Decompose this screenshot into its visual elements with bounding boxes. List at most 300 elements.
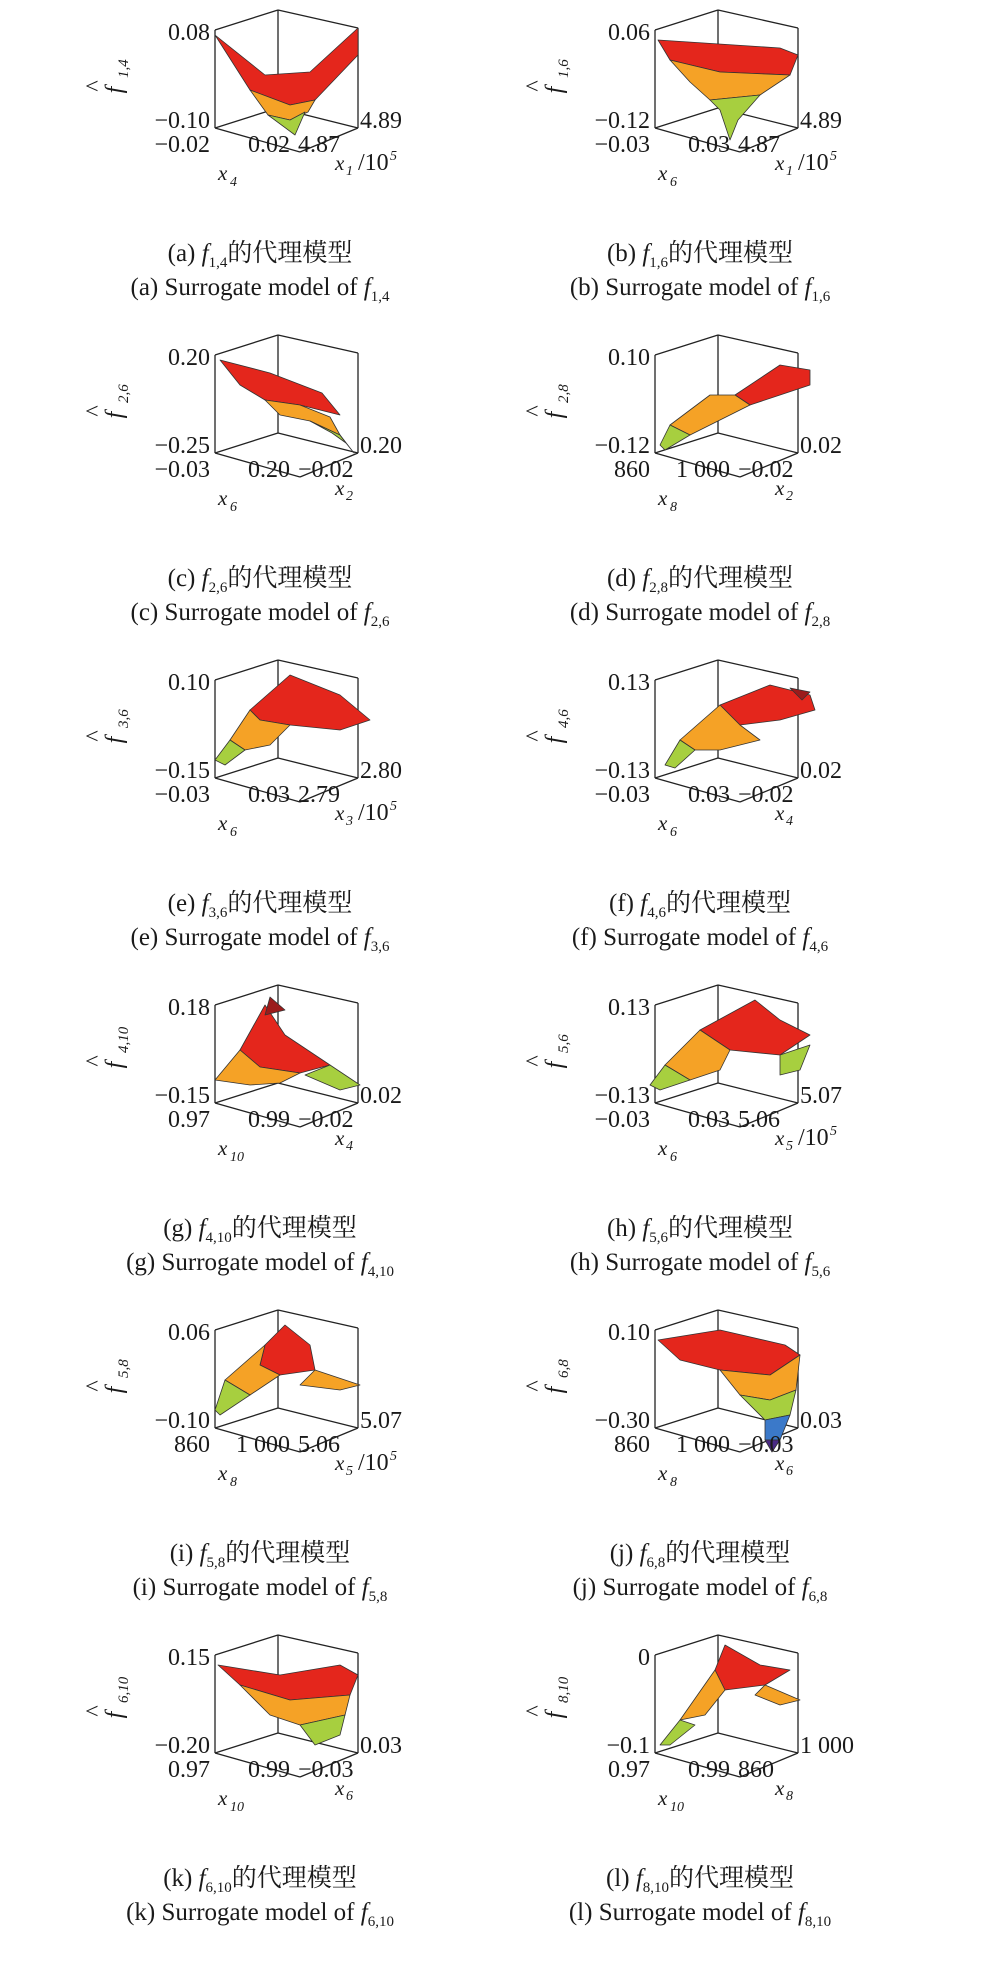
surface bbox=[215, 1325, 360, 1415]
caption-english bbox=[40, 1247, 480, 1288]
subfigure-a bbox=[40, 0, 540, 330]
surface-patch bbox=[658, 1330, 800, 1375]
z-max-tick: 0.10 bbox=[608, 345, 650, 371]
x2-max-tick: 0.03 bbox=[800, 1408, 842, 1434]
hat-mark: ^ bbox=[82, 1055, 108, 1067]
surrogate-plot-a bbox=[40, 0, 540, 240]
caption-fsub: 4,6 bbox=[647, 905, 666, 921]
z-max-tick: 0.06 bbox=[608, 20, 650, 46]
x1-max-tick: 1 000 bbox=[676, 457, 730, 483]
x1-label-sub: 10 bbox=[230, 1150, 244, 1165]
x2-max-tick: 0.02 bbox=[800, 433, 842, 459]
x2-max-tick: 5.07 bbox=[800, 1083, 842, 1109]
x1-max-tick: 0.03 bbox=[688, 1107, 730, 1133]
axis-line bbox=[718, 335, 798, 353]
surface bbox=[218, 1665, 358, 1745]
subfigure-l bbox=[480, 1625, 980, 1955]
x2-min-tick: −0.02 bbox=[738, 782, 794, 808]
x2-label-sub: 4 bbox=[346, 1139, 353, 1154]
caption-en-text: Surrogate model of bbox=[161, 1899, 355, 1926]
caption-fname: f bbox=[363, 274, 371, 301]
axis-line bbox=[215, 1733, 278, 1753]
caption-fsub: 6,10 bbox=[205, 1880, 232, 1896]
caption-cn-text: 的代理模型 bbox=[665, 1540, 791, 1567]
caption-fname: f bbox=[642, 1215, 650, 1242]
x1-max-tick: 0.99 bbox=[248, 1107, 290, 1133]
surrogate-plot-l bbox=[480, 1625, 980, 1865]
x1-max-tick: 0.03 bbox=[248, 782, 290, 808]
caption-label: (g) bbox=[163, 1215, 193, 1242]
caption-fsub: 3,6 bbox=[208, 905, 228, 921]
x2-max-tick: 0.03 bbox=[360, 1733, 402, 1759]
z-max-tick: 0.15 bbox=[168, 1645, 210, 1671]
surface-patch bbox=[715, 1645, 790, 1690]
axis-line bbox=[278, 10, 358, 28]
caption-english bbox=[480, 1897, 920, 1938]
caption-fname: f bbox=[198, 1865, 206, 1892]
subfigure-d bbox=[480, 325, 980, 655]
axis-line bbox=[655, 335, 718, 355]
axis-line bbox=[215, 1635, 278, 1655]
caption-fname: f bbox=[804, 274, 812, 301]
x2-label: x bbox=[775, 476, 785, 500]
x1-min-tick: −0.03 bbox=[594, 782, 650, 808]
caption-label: (b) bbox=[606, 240, 637, 267]
z-axis-label bbox=[82, 1676, 132, 1718]
x1-label-sub: 6 bbox=[670, 825, 677, 840]
caption-fsub: 4,10 bbox=[205, 1230, 232, 1246]
x1-min-tick: −0.02 bbox=[154, 132, 210, 158]
x1-min-tick: −0.03 bbox=[594, 1107, 650, 1133]
caption-label: (f) bbox=[571, 924, 597, 951]
z-min-tick: −0.1 bbox=[606, 1733, 650, 1759]
x2-label-sub: 2 bbox=[346, 489, 353, 504]
axis-line bbox=[278, 335, 358, 353]
x1-min-tick: 860 bbox=[614, 457, 650, 483]
x1-label-sub: 8 bbox=[230, 1475, 237, 1490]
z-min-tick: −0.10 bbox=[154, 108, 210, 134]
axis-line bbox=[278, 985, 358, 1003]
caption-english bbox=[40, 1897, 480, 1938]
caption-fname: f bbox=[363, 599, 371, 626]
x1-label: x bbox=[218, 1136, 228, 1160]
surface-patch bbox=[660, 1720, 695, 1745]
caption-fname: f bbox=[363, 924, 371, 951]
z-max-tick: 0.06 bbox=[168, 1320, 210, 1346]
caption-fsub: 5,6 bbox=[811, 1264, 831, 1280]
hat-mark: ^ bbox=[82, 1705, 108, 1717]
z-label-f: f bbox=[102, 1711, 128, 1719]
x2-max-tick: 4.89 bbox=[800, 108, 842, 134]
caption-label: (k) bbox=[163, 1865, 193, 1892]
x2-label: x bbox=[335, 1776, 345, 1800]
x1-max-tick: 0.20 bbox=[248, 457, 290, 483]
caption-fsub: 1,4 bbox=[370, 289, 390, 305]
x2-label-sub: 6 bbox=[346, 1789, 353, 1804]
caption-fname: f bbox=[640, 890, 648, 917]
z-label-f: f bbox=[542, 86, 568, 94]
x1-max-tick: 0.03 bbox=[688, 782, 730, 808]
caption-cn-text: 的代理模型 bbox=[668, 565, 794, 592]
x1-min-tick: −0.03 bbox=[594, 132, 650, 158]
axis-line bbox=[655, 758, 718, 778]
x1-label-sub: 6 bbox=[670, 175, 677, 190]
x1-min-tick: 0.97 bbox=[168, 1107, 210, 1133]
caption-en-text: Surrogate model of bbox=[603, 924, 797, 951]
z-min-tick: −0.15 bbox=[154, 758, 210, 784]
axis-line bbox=[655, 10, 718, 30]
z-max-tick: 0.13 bbox=[608, 670, 650, 696]
z-label-sub: 5,6 bbox=[556, 1034, 572, 1053]
caption-fname: f bbox=[642, 240, 650, 267]
z-label-f: f bbox=[102, 1386, 128, 1394]
z-max-tick: 0.10 bbox=[168, 670, 210, 696]
hat-mark: ^ bbox=[522, 1705, 548, 1717]
axis-line bbox=[215, 335, 278, 355]
x2-unit-exp: 5 bbox=[830, 149, 837, 164]
x2-label-sub: 4 bbox=[786, 814, 793, 829]
caption-fname: f bbox=[360, 1249, 368, 1276]
surface-patch bbox=[218, 1665, 358, 1700]
caption-en-text: Surrogate model of bbox=[164, 924, 358, 951]
caption-fsub: 1,6 bbox=[811, 289, 831, 305]
axis-line bbox=[215, 1310, 278, 1330]
caption-cn-text: 的代理模型 bbox=[669, 1865, 795, 1892]
subfigure-e bbox=[40, 650, 540, 980]
z-label-f: f bbox=[102, 1061, 128, 1069]
caption-en-text: Surrogate model of bbox=[605, 1249, 799, 1276]
subfigure-h bbox=[480, 975, 980, 1305]
z-axis-label bbox=[82, 1026, 132, 1068]
x2-label: x bbox=[335, 1126, 345, 1150]
x2-min-tick: 5.06 bbox=[738, 1107, 780, 1133]
x2-min-tick: 4.87 bbox=[738, 132, 780, 158]
subfigure-f bbox=[480, 650, 980, 980]
caption-label: (h) bbox=[569, 1249, 599, 1276]
x2-min-tick: 2.79 bbox=[298, 782, 340, 808]
caption-fname: f bbox=[802, 924, 810, 951]
z-axis-label bbox=[522, 384, 572, 419]
axis-line bbox=[278, 1408, 358, 1428]
caption-label: (b) bbox=[569, 274, 599, 301]
caption-fsub: 8,10 bbox=[642, 1880, 670, 1896]
x1-min-tick: −0.03 bbox=[154, 457, 210, 483]
caption-label: (f) bbox=[609, 890, 634, 917]
surface-patch bbox=[755, 1685, 800, 1705]
caption-label: (l) bbox=[605, 1865, 630, 1892]
x2-label: x bbox=[775, 151, 785, 175]
axis-line bbox=[215, 660, 278, 680]
x2-label: x bbox=[335, 1451, 345, 1475]
caption-fname: f bbox=[635, 1865, 643, 1892]
z-axis-label bbox=[522, 1034, 572, 1069]
x2-min-tick: −0.02 bbox=[298, 1107, 354, 1133]
axis-line bbox=[718, 433, 798, 453]
caption-fsub: 6,10 bbox=[367, 1914, 394, 1930]
subfigure-b bbox=[480, 0, 980, 330]
caption-fsub: 1,4 bbox=[208, 255, 228, 271]
x1-label: x bbox=[218, 1461, 228, 1485]
caption-label: (c) bbox=[130, 599, 159, 626]
surrogate-plot-d bbox=[480, 325, 980, 565]
caption-english bbox=[40, 922, 480, 963]
z-label-f: f bbox=[542, 736, 568, 744]
x1-label: x bbox=[658, 161, 668, 185]
caption-english bbox=[480, 272, 920, 313]
caption-en-text: Surrogate model of bbox=[605, 274, 799, 301]
caption-en-text: Surrogate model of bbox=[161, 1249, 355, 1276]
caption-fsub: 6,8 bbox=[808, 1589, 828, 1605]
x2-max-tick: 1 000 bbox=[800, 1733, 854, 1759]
surrogate-plot-j bbox=[480, 1300, 980, 1540]
x1-label-sub: 8 bbox=[670, 1475, 677, 1490]
caption-fsub: 4,10 bbox=[367, 1264, 394, 1280]
z-label-sub: 4,10 bbox=[116, 1026, 132, 1053]
caption-cn-text: 的代理模型 bbox=[225, 1540, 351, 1567]
caption-fsub: 5,8 bbox=[206, 1555, 226, 1571]
surface-patch bbox=[215, 28, 358, 105]
caption-label: (j) bbox=[572, 1574, 597, 1601]
caption-cn-text: 的代理模型 bbox=[227, 890, 353, 917]
surface bbox=[650, 1000, 810, 1090]
caption-cn-text: 的代理模型 bbox=[231, 1865, 357, 1892]
surrogate-plot-g bbox=[40, 975, 540, 1215]
surrogate-plot-c bbox=[40, 325, 540, 565]
caption-en-text: Surrogate model of bbox=[605, 599, 799, 626]
x2-unit-exp: 5 bbox=[390, 799, 397, 814]
surrogate-plot-h bbox=[480, 975, 980, 1215]
x1-min-tick: 0.97 bbox=[608, 1757, 650, 1783]
x2-label: x bbox=[775, 801, 785, 825]
axis-line bbox=[215, 1083, 278, 1103]
surrogate-plot-k bbox=[40, 1625, 540, 1865]
x2-min-tick: −0.03 bbox=[298, 1757, 354, 1783]
x2-label: x bbox=[775, 1776, 785, 1800]
z-min-tick: −0.12 bbox=[594, 108, 650, 134]
caption-fname: f bbox=[804, 599, 812, 626]
z-min-tick: −0.30 bbox=[594, 1408, 650, 1434]
x1-label: x bbox=[218, 1786, 228, 1810]
z-axis-label bbox=[522, 1359, 572, 1394]
x2-max-tick: 0.02 bbox=[360, 1083, 402, 1109]
axis-line bbox=[215, 10, 278, 30]
x2-min-tick: −0.03 bbox=[738, 1432, 794, 1458]
caption-label: (d) bbox=[569, 599, 599, 626]
z-label-sub: 2,6 bbox=[116, 384, 132, 403]
x1-max-tick: 0.99 bbox=[248, 1757, 290, 1783]
x2-max-tick: 4.89 bbox=[360, 108, 402, 134]
axis-line bbox=[278, 758, 358, 778]
x1-label: x bbox=[658, 811, 668, 835]
x2-max-tick: 0.20 bbox=[360, 433, 402, 459]
caption-label: (c) bbox=[167, 565, 196, 592]
surface bbox=[660, 1645, 800, 1745]
x2-min-tick: 5.06 bbox=[298, 1432, 340, 1458]
caption-english bbox=[40, 1572, 480, 1613]
z-axis-label bbox=[522, 59, 572, 94]
caption-cn-text: 的代理模型 bbox=[227, 240, 353, 267]
caption-label: (i) bbox=[132, 1574, 157, 1601]
caption-label: (d) bbox=[606, 565, 637, 592]
x2-min-tick: −0.02 bbox=[738, 457, 794, 483]
z-axis-label bbox=[522, 709, 572, 744]
z-label-sub: 4,6 bbox=[556, 709, 572, 728]
x1-max-tick: 0.02 bbox=[248, 132, 290, 158]
axis-line bbox=[718, 10, 798, 28]
surface bbox=[215, 997, 360, 1090]
z-label-sub: 1,4 bbox=[116, 59, 132, 78]
axis-line bbox=[278, 1310, 358, 1328]
x1-label: x bbox=[218, 486, 228, 510]
surrogate-plot-f bbox=[480, 650, 980, 890]
surrogate-plot-e bbox=[40, 650, 540, 890]
caption-label: (g) bbox=[126, 1249, 156, 1276]
caption-en-text: Surrogate model of bbox=[602, 1574, 796, 1601]
hat-mark: ^ bbox=[522, 1055, 548, 1067]
subfigure-c bbox=[40, 325, 540, 655]
subfigure-j bbox=[480, 1300, 980, 1630]
x2-max-tick: 5.07 bbox=[360, 1408, 402, 1434]
x1-label: x bbox=[218, 161, 228, 185]
caption-english bbox=[480, 1572, 920, 1613]
x2-label-sub: 5 bbox=[786, 1139, 793, 1154]
x1-min-tick: −0.03 bbox=[154, 782, 210, 808]
x1-label: x bbox=[658, 1136, 668, 1160]
z-label-sub: 2,8 bbox=[556, 384, 572, 403]
caption-cn-text: 的代理模型 bbox=[231, 1215, 357, 1242]
x2-unit-exp: 5 bbox=[830, 1124, 837, 1139]
x2-label-sub: 1 bbox=[346, 164, 353, 179]
surface-patch bbox=[670, 395, 750, 435]
x1-min-tick: 860 bbox=[174, 1432, 210, 1458]
z-axis-label bbox=[522, 1676, 572, 1718]
surface-patch bbox=[265, 997, 285, 1015]
x2-min-tick: 4.87 bbox=[298, 132, 340, 158]
hat-mark: ^ bbox=[82, 1380, 108, 1392]
caption-fname: f bbox=[361, 1574, 369, 1601]
z-max-tick: 0 bbox=[638, 1645, 650, 1671]
caption-fname: f bbox=[639, 1540, 647, 1567]
surface bbox=[658, 40, 798, 140]
caption-english bbox=[480, 597, 920, 638]
caption-fsub: 4,6 bbox=[809, 939, 829, 955]
z-max-tick: 0.08 bbox=[168, 20, 210, 46]
caption-fname: f bbox=[198, 1215, 206, 1242]
z-label-f: f bbox=[542, 1711, 568, 1719]
x2-label-sub: 3 bbox=[346, 814, 353, 829]
surface bbox=[220, 360, 354, 453]
axis-line bbox=[718, 758, 798, 778]
caption-english bbox=[40, 597, 480, 638]
caption-fsub: 2,6 bbox=[208, 580, 228, 596]
surface-patch bbox=[260, 1325, 315, 1375]
x2-label: x bbox=[335, 151, 345, 175]
surface bbox=[215, 675, 370, 765]
x1-max-tick: 1 000 bbox=[236, 1432, 290, 1458]
caption-label: (i) bbox=[169, 1540, 194, 1567]
caption-fname: f bbox=[201, 565, 209, 592]
caption-label: (a) bbox=[167, 240, 196, 267]
axis-line bbox=[718, 1310, 798, 1328]
z-label-f: f bbox=[542, 1061, 568, 1069]
caption-label: (e) bbox=[167, 890, 196, 917]
z-label-sub: 6,10 bbox=[116, 1676, 132, 1703]
surrogate-plot-b bbox=[480, 0, 980, 240]
x1-label-sub: 4 bbox=[230, 175, 237, 190]
surface-patch bbox=[300, 1370, 360, 1390]
x2-label-sub: 8 bbox=[786, 1789, 793, 1804]
surface bbox=[665, 685, 815, 768]
axis-line bbox=[718, 1083, 798, 1103]
hat-mark: ^ bbox=[82, 80, 108, 92]
x1-max-tick: 1 000 bbox=[676, 1432, 730, 1458]
caption-fsub: 5,8 bbox=[368, 1589, 388, 1605]
caption-cn-text: 的代理模型 bbox=[227, 565, 353, 592]
caption-fsub: 1,6 bbox=[649, 255, 669, 271]
hat-mark: ^ bbox=[522, 730, 548, 742]
caption-en-text: Surrogate model of bbox=[164, 274, 358, 301]
x2-label: x bbox=[775, 1126, 785, 1150]
caption-label: (j) bbox=[609, 1540, 634, 1567]
x2-unit: /10 bbox=[358, 1450, 389, 1476]
caption-fname: f bbox=[801, 1574, 809, 1601]
caption-label: (e) bbox=[130, 924, 159, 951]
subfigure-i bbox=[40, 1300, 540, 1630]
x2-unit: /10 bbox=[798, 150, 829, 176]
caption-fname: f bbox=[797, 1899, 805, 1926]
axis-line bbox=[655, 1408, 718, 1428]
x2-min-tick: 860 bbox=[738, 1757, 774, 1783]
x2-label: x bbox=[335, 801, 345, 825]
x1-min-tick: 860 bbox=[614, 1432, 650, 1458]
surface-patch bbox=[735, 365, 810, 405]
caption-fsub: 5,6 bbox=[649, 1230, 669, 1246]
caption-en-text: Surrogate model of bbox=[598, 1899, 792, 1926]
z-label-sub: 5,8 bbox=[116, 1359, 132, 1378]
caption-label: (h) bbox=[606, 1215, 637, 1242]
z-label-f: f bbox=[102, 411, 128, 419]
z-max-tick: 0.10 bbox=[608, 1320, 650, 1346]
x1-label: x bbox=[658, 1786, 668, 1810]
caption-en-text: Surrogate model of bbox=[164, 599, 358, 626]
subfigure-g bbox=[40, 975, 540, 1305]
z-min-tick: −0.13 bbox=[594, 758, 650, 784]
axis-line bbox=[215, 433, 278, 453]
x2-label-sub: 2 bbox=[786, 489, 793, 504]
x2-unit-exp: 5 bbox=[390, 1449, 397, 1464]
x1-label-sub: 6 bbox=[230, 825, 237, 840]
caption-fsub: 8,10 bbox=[804, 1914, 832, 1930]
caption-english bbox=[480, 922, 920, 963]
z-label-sub: 6,8 bbox=[556, 1359, 572, 1378]
x1-label-sub: 6 bbox=[230, 500, 237, 515]
caption-fsub: 2,8 bbox=[649, 580, 669, 596]
hat-mark: ^ bbox=[522, 80, 548, 92]
surface bbox=[215, 28, 358, 135]
x1-label-sub: 6 bbox=[670, 1150, 677, 1165]
caption-cn-text: 的代理模型 bbox=[665, 890, 791, 917]
x2-label-sub: 6 bbox=[786, 1464, 793, 1479]
axis-line bbox=[718, 660, 798, 678]
caption-cn-text: 的代理模型 bbox=[668, 1215, 794, 1242]
z-max-tick: 0.13 bbox=[608, 995, 650, 1021]
x2-unit: /10 bbox=[358, 150, 389, 176]
z-label-f: f bbox=[542, 411, 568, 419]
caption-fsub: 6,8 bbox=[646, 1555, 666, 1571]
hat-mark: ^ bbox=[82, 405, 108, 417]
axis-line bbox=[655, 660, 718, 680]
z-min-tick: −0.13 bbox=[594, 1083, 650, 1109]
